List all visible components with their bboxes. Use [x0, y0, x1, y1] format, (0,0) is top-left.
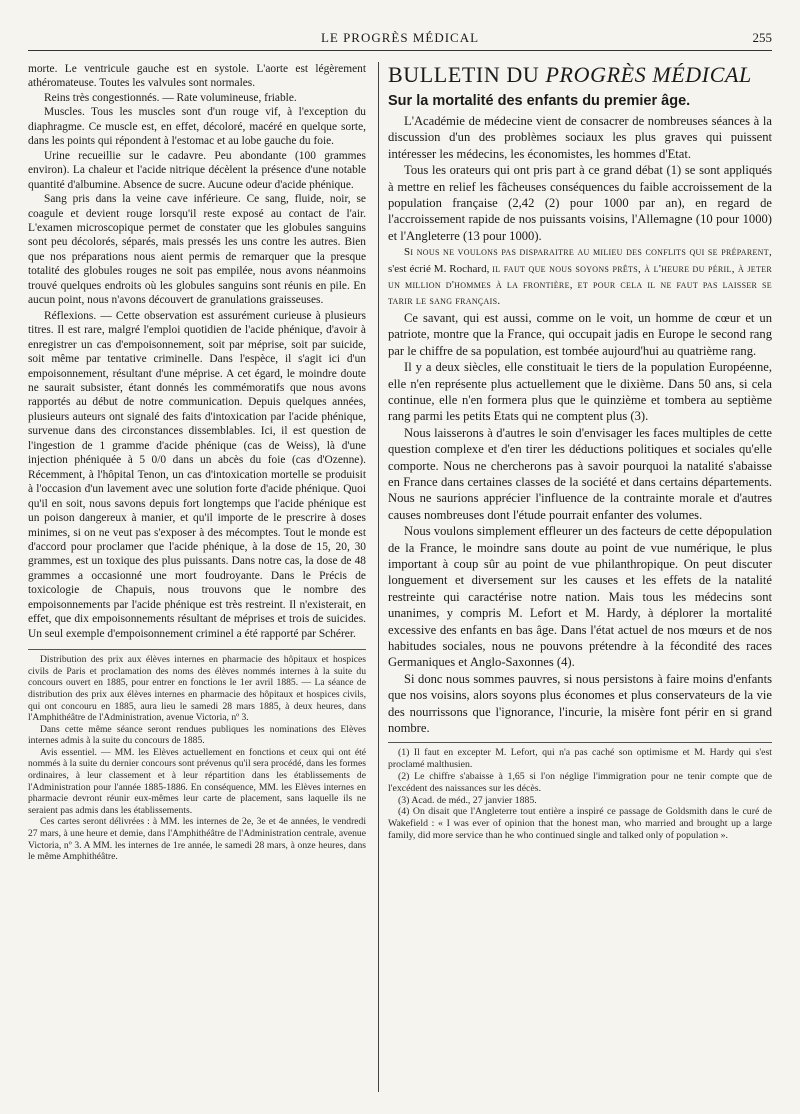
paragraph: Muscles. Tous les muscles sont d'un rouge vif, à l'exception du diaphragme. Ce muscle est, en effet, décoloré, macéré en quelque sorte, dans les points qui répondent à l'estomac et au lobe gauche du foie. — [28, 106, 366, 148]
left-notes — [28, 649, 366, 863]
paragraph: morte. Le ventricule gauche est en systole. L'aorte est légèrement athéromateuse. Toutes les valvules sont normales. — [28, 63, 366, 90]
bulletin-title-prefix: BULLETIN DU — [388, 62, 540, 87]
paragraph: Nous laisserons à d'autres le soin d'envisager les faces multiples de cette question complexe et d'en tirer les déductions politiques et sociales qu'elle comporte. Nous ne chercherons pas à savoir pourquoi la natalité s'abaisse en France dans certaines classes de la société et dans certains départements. Nous ne saurions apprécier l'influence de la contrainte morale et d'autres causes nombreuses dont l'étude pourrait enfanter des volumes. — [388, 425, 772, 522]
note: Distribution des prix aux élèves internes en pharmacie des hôpitaux et hospices civils de Paris et proclamation des noms des élèves nommés internes à la suite du concours ouvert en 1885, pour entrer en fonctions le 1er avril 1885. — La séance de distribution des prix aux élèves internes en pharmacie des hôpitaux et hospices civils, qui ont concouru en 1885, aura lieu le samedi 28 mars 1885, à deux heures, dans l'Amphithéâtre de l'Administration, avenue Victoria, nº 3. — [28, 654, 366, 724]
paragraph: Sang pris dans la veine cave inférieure. Ce sang, fluide, noir, se coagule et devient rouge lorsqu'il reste exposé au contact de l'air. L'examen microscopique permet de constater que les globules sanguins sont peu décolorés, séparés, mais pressés les uns contre les autres. Bien que nos préparations nous aient permis de remarquer que la presque totalité des globules rouges ne soit pas empilée, nous avons néanmoins trouvé quelques endroits où les globules sanguins sont réunis en pile. En aucun point, nous n'avons découvert de granulations graisseuses. — [28, 193, 366, 307]
quote-caps-start: Si nous ne voulons pas disparaitre au milieu des conflits qui se préparent, — [404, 246, 772, 259]
page-number: 255 — [752, 30, 772, 45]
bulletin-title-italic: PROGRÈS MÉDICAL — [545, 62, 752, 87]
bulletin-subtitle: Sur la mortalité des enfants du premier âge. — [388, 93, 691, 109]
note: Ces cartes seront délivrées : à MM. les internes de 2e, 3e et 4e années, le vendredi 27 mars, à une heure et demie, dans l'Amphithéâtre de l'Administration centrale, avenue Victoria, nº 3. A MM. les internes de 1re année, le samedi 28 mars, à onze heures, dans le même Amphithéâtre. — [28, 816, 366, 863]
paragraph: Nous voulons simplement effleurer un des facteurs de cette dépopulation de la France, le moindre sans doute au point de vue numérique, le plus important à coup sûr au point de vue philanthropique. On peut discuter longuement et diversement sur les causes et les effets de la natalité restreinte qui caractérise notre nation. Mais tous les médecins sont unanimes, y compris M. Lefort et M. Hardy, à déplorer la mortalité excessive des enfants en bas âge. Dans l'état actuel de nos mœurs et de nos habitudes sociales, nous ne pouvons prétendre à la fécondité des races Germaniques et Anglo-Saxonnes (4). — [388, 524, 772, 670]
right-body — [388, 113, 772, 736]
left-column — [28, 62, 366, 863]
journal-title: LE PROGRÈS MÉDICAL — [320, 30, 480, 45]
note: Avis essentiel. — MM. les Elèves actuellement en fonctions et ceux qui ont été nommés à la suite du dernier concours sont prévenus qu'il sera procédé, dans les formes ordinaires, à leur classement et à leur répartition dans les établissements de l'Administration pour l'année 1885-1886. En conséquence, MM. les Elèves internes en pharmacie devront réunir eux-mêmes leur carte de placement, sans laquelle ils ne seraient pas admis dans les établissements. — [28, 746, 366, 816]
note: Dans cette même séance seront rendues publiques les nominations des Elèves internes admis à la suite du concours de 1885. — [28, 723, 366, 747]
quote-caps-end: il faut que nous soyons prêts, à l'heure du péril, à jeter un million d'hommes à la frontière, et pour cela il ne faut pas laisser se tarir le sang français. — [388, 262, 772, 308]
footnote: (1) Il faut en excepter M. Lefort, qui n'a pas caché son optimisme et M. Hardy qui s'est proclamé malthusien. — [388, 747, 772, 771]
paragraph: Urine recueillie sur le cadavre. Peu abondante (100 grammes environ). La chaleur et l'acide nitrique décèlent la présence d'une notable quantité d'albumine. Absence de sucre. Aucune odeur d'acide phénique. — [28, 149, 366, 191]
footnote: (4) On disait que l'Angleterre tout entière a inspiré ce passage de Goldsmith dans le curé de Wakefield : « I was ever of opinion that the honest man, who married and brought up a large family, did more service than he who continued single and talked only of population ». — [388, 806, 772, 842]
paragraph: Tous les orateurs qui ont pris part à ce grand débat (1) se sont appliqués à mettre en relief les fâcheuses conséquences du faible accroissement de la population française (2,42 (2) pour 1000 par an), en regard de l'accroissement rapide de nos puissants voisins, l'Allemagne (10 pour 1000) et l'Angleterre (13 pour 1000). — [388, 163, 772, 243]
column-divider — [378, 62, 379, 1092]
paragraph: Il y a deux siècles, elle constituait le tiers de la population Européenne, elle n'en représente plus actuellement que le dixième. Dans 50 ans, si cela continue, elle n'en formera plus que le quinzième et tombera au septième rang parmi les petits Etats qui ne comptent plus (3). — [388, 360, 772, 424]
paragraph: L'Académie de médecine vient de consacrer de nombreuses séances à la discussion d'un des problèmes sociaux les plus graves qui puissent intéresser les médecins, les économistes, les hommes d'Etat. — [388, 114, 772, 161]
rochard-quote — [388, 244, 772, 310]
paragraph: Si donc nous sommes pauvres, si nous persistons à faire moins d'enfants que nos voisins, alors soyons plus économes et plus conservateurs de la vie des nourrissons que l'ignorance, l'incurie, la misère font périr en si grand nombre. — [388, 671, 772, 736]
bulletin-title — [388, 62, 772, 88]
footnote: (2) Le chiffre s'abaisse à 1,65 si l'on néglige l'immigration pour ne tenir compte que de l'excédent des naissances sur les décès. — [388, 771, 772, 794]
paragraph: Reins très congestionnés. — Rate volumineuse, friable. — [44, 91, 297, 104]
right-column — [388, 62, 772, 842]
running-header — [28, 28, 772, 51]
paragraph: Réflexions. — Cette observation est assurément curieuse à plusieurs titres. Il est rare, malgré l'emploi quotidien de l'acide phénique, d'avoir à enregistrer un cas d'empoisonnement, soit par méprise, soit par suicide, soit même par tentative criminelle. Dans l'espèce, il s'agit ici d'un empoisonnement, résultant d'une méprise. A cet égard, le moindre doute ne saurait subsister, étant donnés les commémoratifs que nous avons rapportés au début de notre communication. Depuis quelques années, plusieurs auteurs ont signalé des faits d'intoxication par l'acide phénique, survenue dans des circonstances dissemblables. Ici, il est question de l'ingestion de 1 gramme d'acide phénique (cas de Weiss), là d'une injection phéniquée à 5 0/0 dans un abcès du foie (cas d'Ozenne). Récemment, à l'hôpital Tenon, un cas d'intoxication mortelle se produisit à l'occasion d'un lavement avec une solution forte d'acide phénique. Quoi qu'il en soit, nous savons depuis fort longtemps que l'acide phénique est un poison dangereux à manier, et qu'il importe de le prescrire à doses minimes, si on ne veut pas s'exposer à des mécomptes. Tout le monde est d'accord pour proclamer que l'acide phénique, à la dose de 15, 20, 30 grammes, est un toxique des plus puissants. Dans notre cas, la dose de 48 grammes a occasionné une mort foudroyante. Dans le Précis de toxicologie de Chapuis, nous trouvons que le nombre des empoisonnements par l'acide phénique est très restreint. Il n'existerait, en effet, que dix empoisonnements résultant de méprises et trois de suicides. Un seul exemple d'empoisonnement criminel a été rapporté par Schérer. — [28, 309, 366, 640]
quote-mid: s'est écrié M. Rochard, — [388, 262, 493, 275]
footnote: (3) Acad. de méd., 27 janvier 1885. — [398, 794, 537, 806]
paragraph: Ce savant, qui est aussi, comme on le voit, un homme de cœur et un patriote, montre que la France, qui occupait jadis en Europe le second rang par le chiffre de sa population, est tombée aujourd'hui au quatrième rang. — [388, 310, 772, 358]
right-footnotes — [388, 742, 772, 841]
